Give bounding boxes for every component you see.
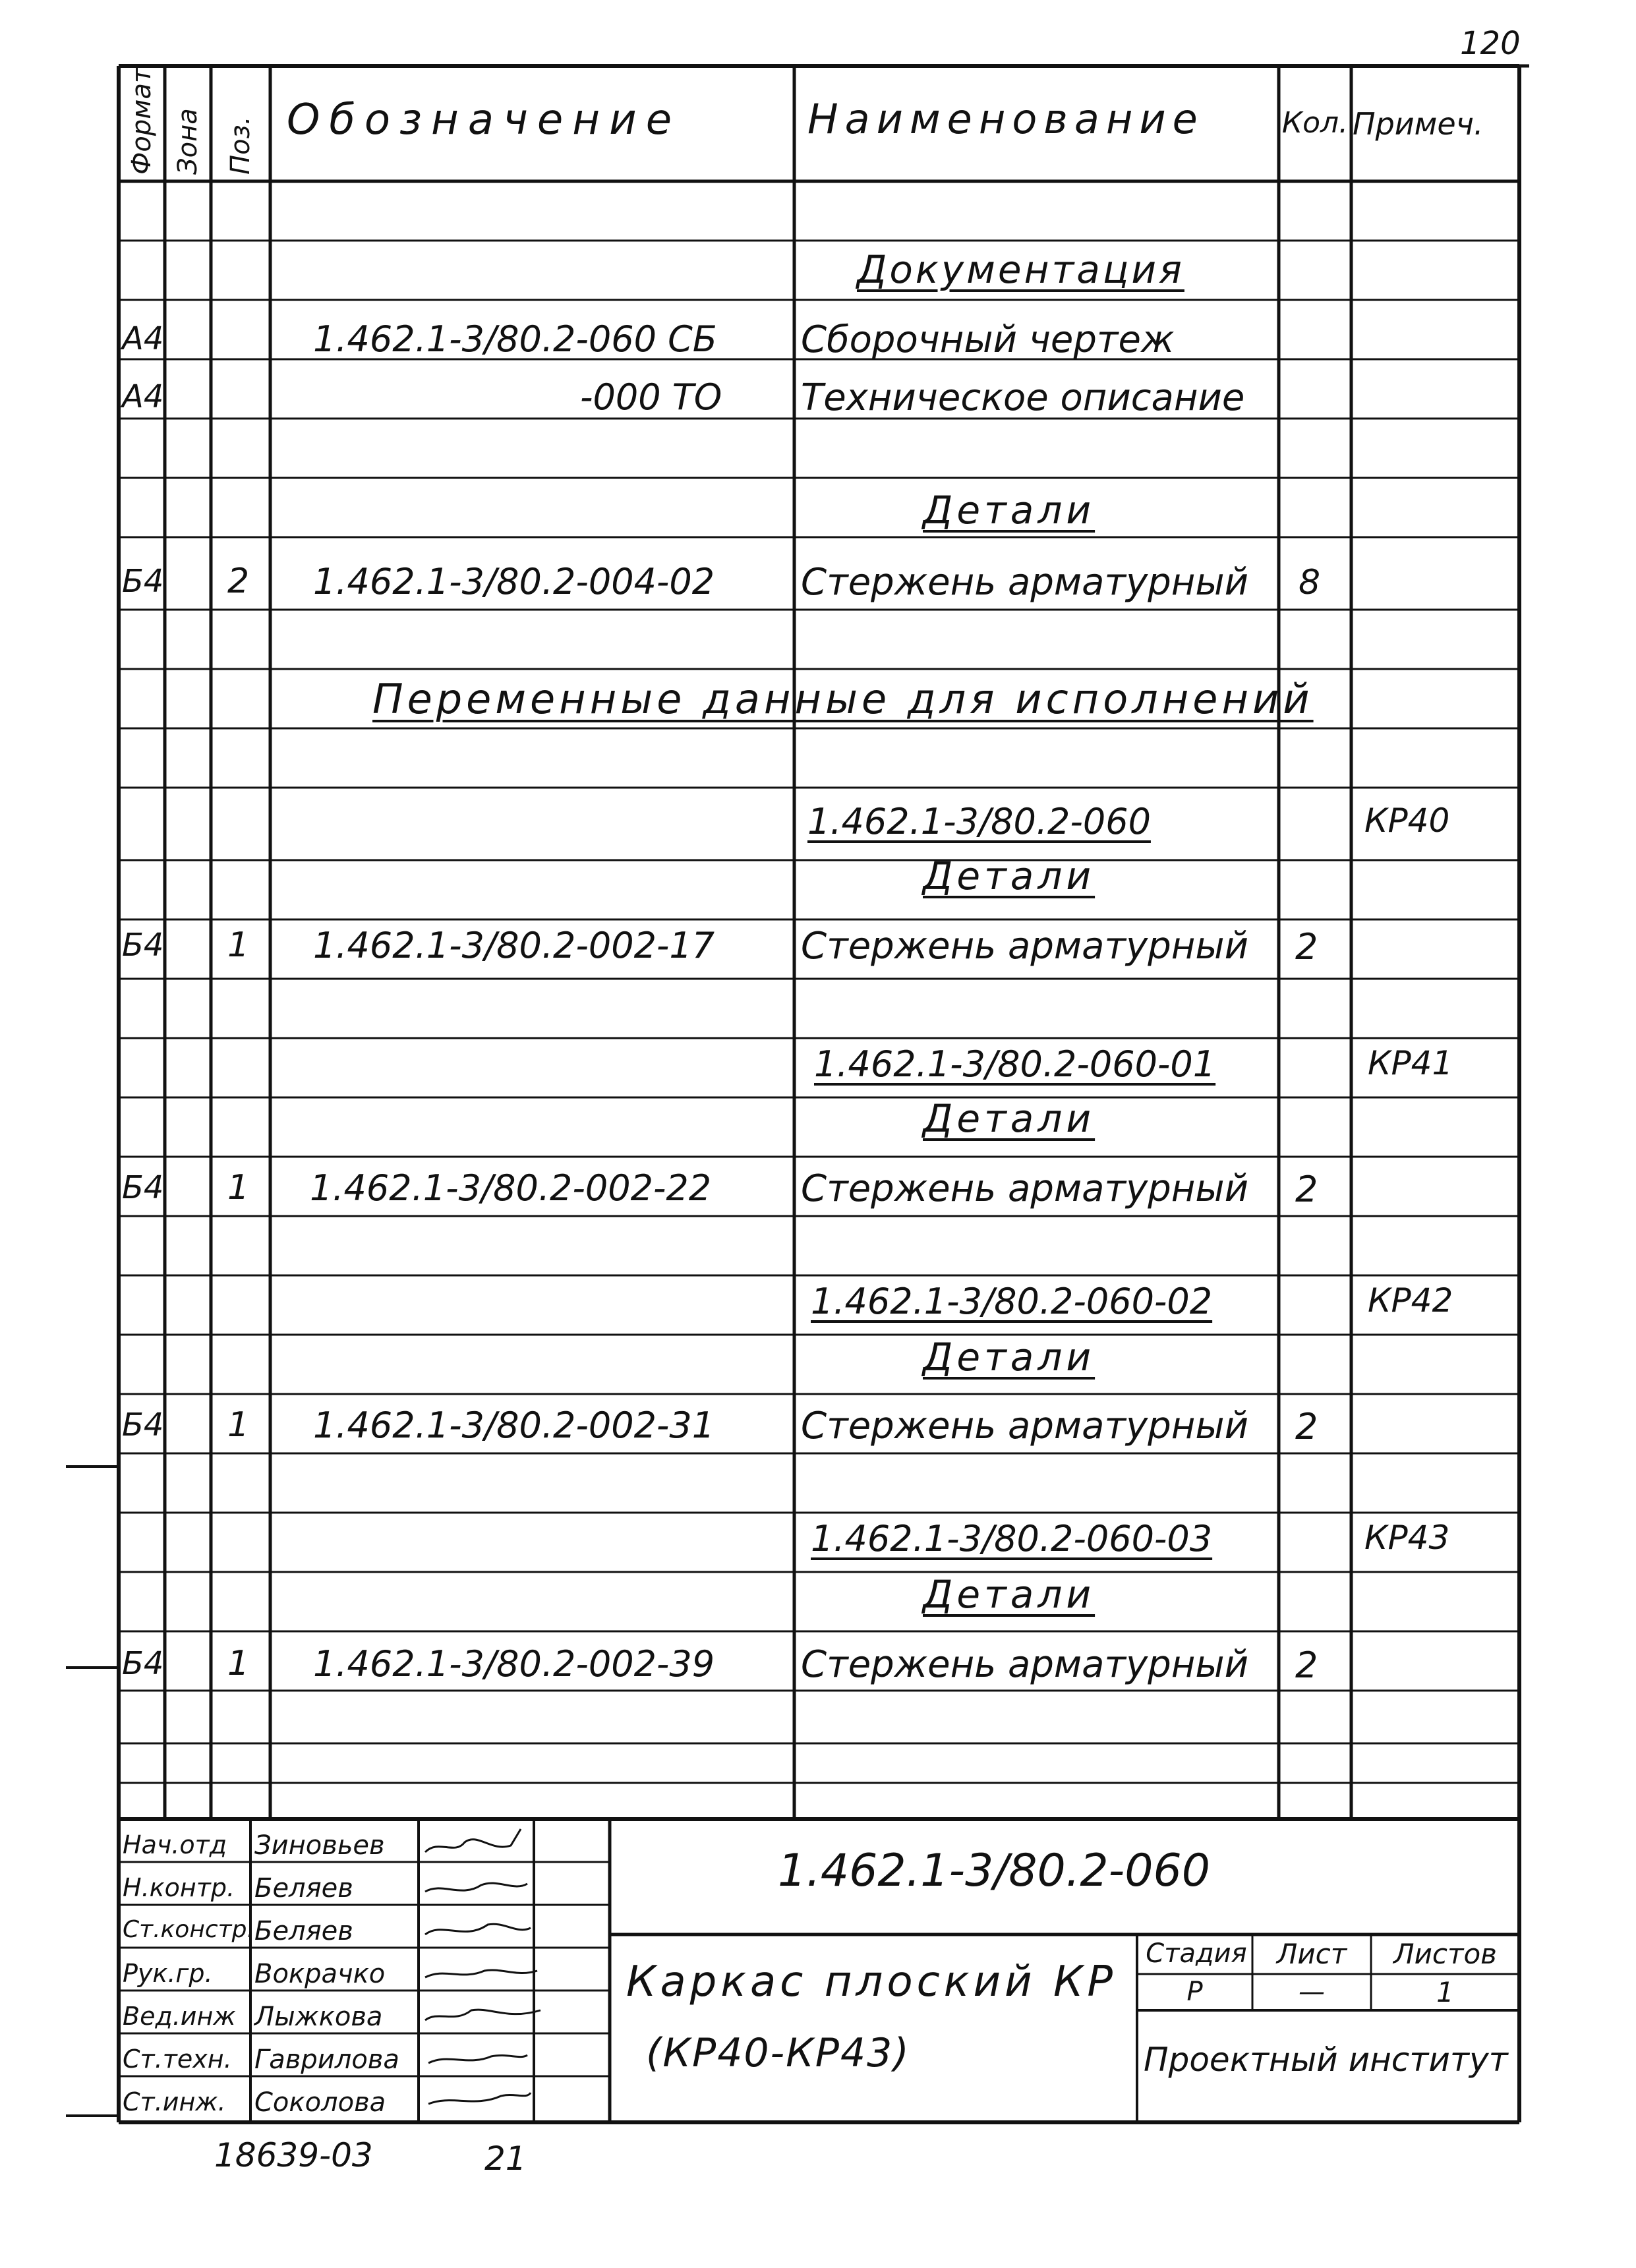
row-format: Б4	[122, 927, 164, 964]
header-pos: Поз.	[225, 116, 256, 175]
stamp-stage-label: Стадия	[1146, 1938, 1247, 1969]
row-pos: 2	[227, 562, 250, 601]
section-heading-details: Детали	[923, 1335, 1096, 1380]
signer-name: Соколова	[254, 2087, 386, 2118]
row-name: Стержень арматурный	[801, 561, 1248, 604]
variant-note: КР42	[1368, 1281, 1453, 1320]
row-name: Техническое описание	[801, 376, 1245, 419]
signer-name: Зиновьев	[254, 1830, 385, 1861]
row-pos: 1	[227, 1168, 250, 1207]
row-format: Б4	[122, 1407, 164, 1443]
row-format: Б4	[122, 1169, 164, 1206]
header-format: Формат	[127, 67, 157, 175]
variant-designation: 1.462.1-3/80.2-060-01	[814, 1043, 1216, 1085]
row-name: Стержень арматурный	[801, 1167, 1248, 1210]
row-name: Стержень арматурный	[801, 925, 1248, 968]
row-pos: 1	[227, 925, 250, 965]
row-designation: 1.462.1-3/80.2-002-39	[313, 1643, 715, 1685]
stamp-subtitle: (КР40-КР43)	[646, 2030, 910, 2076]
section-heading-details: Детали	[923, 1572, 1096, 1617]
row-qty: 2	[1295, 1644, 1318, 1686]
stamp-sheet-label: Лист	[1276, 1938, 1347, 1970]
header-zone: Зона	[173, 108, 203, 175]
row-name: Сборочный чертеж	[801, 318, 1175, 361]
page-number: 120	[1460, 25, 1521, 62]
signer-role: Н.контр.	[123, 1873, 235, 1902]
section-heading-documentation: Документация	[857, 247, 1184, 292]
row-pos: 1	[227, 1405, 250, 1445]
signer-role: Ст.инж.	[123, 2087, 226, 2116]
row-designation: 1.462.1-3/80.2-004-02	[313, 561, 715, 602]
footer-page-ref: 21	[484, 2139, 527, 2178]
section-heading-details: Детали	[923, 488, 1096, 533]
row-name: Стержень арматурный	[801, 1405, 1248, 1447]
row-designation: 1.462.1-3/80.2-002-31	[313, 1405, 715, 1446]
signer-role: Вед.инж	[123, 2002, 236, 2031]
variant-note: КР43	[1364, 1519, 1450, 1557]
signer-role: Ст.техн.	[123, 2045, 232, 2074]
row-designation: 1.462.1-3/80.2-060 СБ	[313, 318, 717, 360]
stamp-sheets-label: Листов	[1393, 1938, 1497, 1970]
variant-designation: 1.462.1-3/80.2-060-03	[811, 1518, 1213, 1559]
signer-role: Ст.констр.	[123, 1916, 254, 1943]
header-designation: Обозначение	[287, 96, 682, 144]
signer-name: Гаврилова	[254, 2045, 399, 2075]
row-format: А4	[122, 378, 164, 415]
stamp-stage-value: Р	[1186, 1977, 1203, 2007]
row-qty: 8	[1299, 563, 1321, 602]
signer-role: Рук.гр.	[123, 1959, 213, 1988]
row-qty: 2	[1295, 926, 1318, 968]
row-format: А4	[122, 320, 164, 357]
variant-note: КР41	[1368, 1044, 1453, 1082]
section-heading-details: Детали	[923, 854, 1096, 898]
variant-designation: 1.462.1-3/80.2-060-02	[811, 1281, 1213, 1322]
section-heading-variable-data: Переменные данные для исполнений	[372, 675, 1314, 723]
signer-role: Нач.отд	[123, 1830, 227, 1859]
row-qty: 2	[1295, 1406, 1318, 1447]
row-pos: 1	[227, 1644, 250, 1683]
stamp-doc-code: 1.462.1-3/80.2-060	[778, 1845, 1210, 1897]
archive-number: 18639-03	[214, 2136, 373, 2174]
signer-name: Вокрачко	[254, 1959, 386, 1989]
row-qty: 2	[1295, 1169, 1318, 1210]
signer-name: Беляев	[254, 1873, 353, 1904]
row-designation: 1.462.1-3/80.2-002-22	[310, 1167, 712, 1209]
signer-name: Беляев	[254, 1916, 353, 1946]
row-format: Б4	[122, 563, 164, 600]
row-designation: 1.462.1-3/80.2-002-17	[313, 925, 715, 966]
row-designation: -000 ТО	[580, 376, 722, 418]
section-heading-details: Детали	[923, 1096, 1096, 1141]
row-name: Стержень арматурный	[801, 1643, 1248, 1686]
stamp-sheets-value: 1	[1436, 1976, 1454, 2008]
header-qty: Кол.	[1281, 106, 1349, 140]
stamp-sheet-value: —	[1299, 1977, 1325, 2007]
header-note: Примеч.	[1353, 106, 1484, 142]
stamp-organization: Проектный институт	[1144, 2041, 1508, 2079]
row-format: Б4	[122, 1645, 164, 1682]
variant-designation: 1.462.1-3/80.2-060	[807, 801, 1151, 842]
signer-name: Лыжкова	[254, 2002, 383, 2032]
stamp-title: Каркас плоский КР	[626, 1958, 1117, 2006]
header-name: Наименование	[807, 95, 1204, 143]
variant-note: КР40	[1364, 801, 1450, 840]
